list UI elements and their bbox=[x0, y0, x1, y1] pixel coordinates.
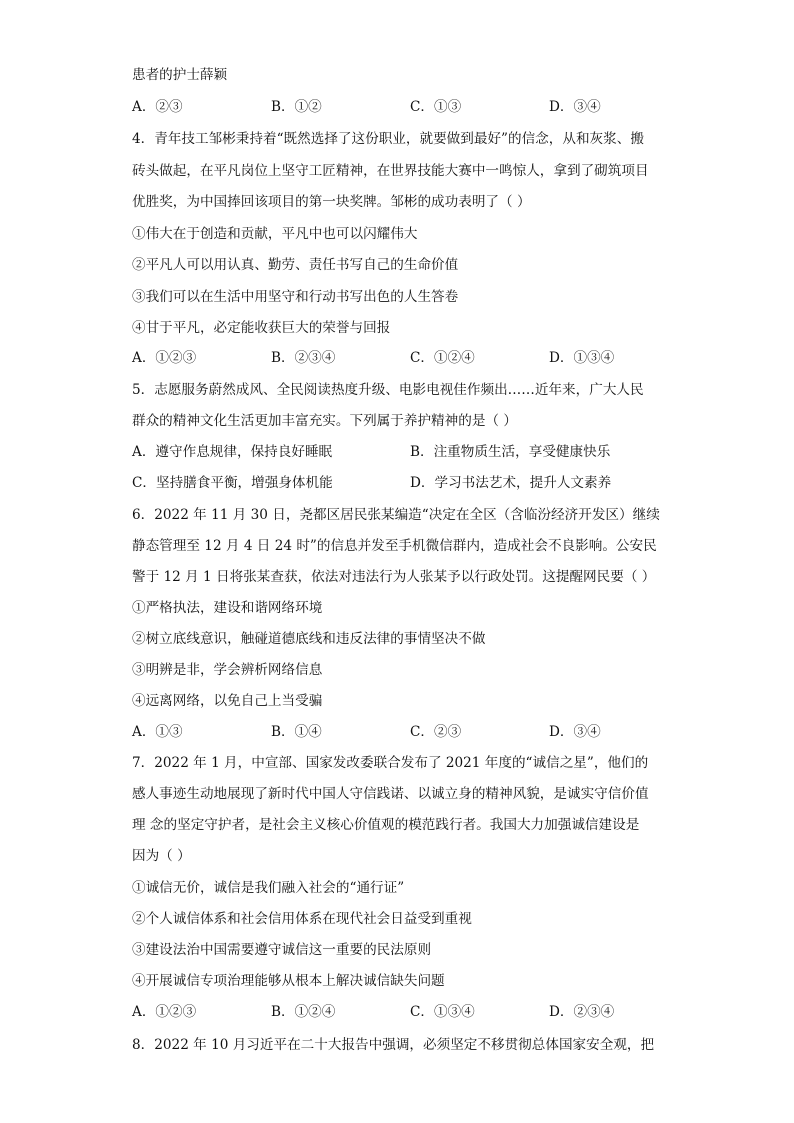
q7-item-1: ①诚信无价，诚信是我们融入社会的“通行证” bbox=[132, 880, 405, 896]
q7-option-d: D．②③④ bbox=[549, 1004, 615, 1020]
q5-option-b: B．注重物质生活，享受健康快乐 bbox=[410, 444, 611, 460]
q8-stem-line: 8．2022 年 10 月习近平在二十大报告中强调，必须坚定不移贯彻总体国家安全观，把 bbox=[132, 1037, 655, 1053]
q4-stem-line: 4．青年技工邹彬秉持着“既然选择了这份职业，就要做到最好”的信念，从和灰浆、搬 bbox=[132, 131, 644, 147]
q6-item-4: ④远离网络，以免自己上当受骗 bbox=[132, 693, 323, 709]
q7-option-a: A．①②③ bbox=[132, 1004, 197, 1020]
q7-option-c: C．①③④ bbox=[410, 1004, 475, 1020]
q6-item-3: ③明辨是非，学会辨析网络信息 bbox=[132, 662, 323, 678]
q7-item-4: ④开展诚信专项治理能够从根本上解决诚信缺失问题 bbox=[132, 973, 445, 989]
q6-option-c: C．②③ bbox=[410, 724, 462, 740]
q6-stem-line: 6．2022 年 11 月 30 日，尧都区居民张某编造“决定在全区（含临汾经济开发区）继续 bbox=[132, 507, 660, 523]
q3-tail-text: 患者的护士薛颖 bbox=[132, 67, 228, 83]
q5-option-a: A．遵守作息规律，保持良好睡眠 bbox=[132, 444, 333, 460]
q7-stem-line: 7．2022 年 1 月，中宣部、国家发改委联合发布了 2021 年度的“诚信之星”，他们的 bbox=[132, 755, 649, 771]
q5-stem-line: 群众的精神文化生活更加丰富充实。下列属于养护精神的是（ ） bbox=[132, 413, 517, 429]
q7-option-b: B．①②④ bbox=[271, 1004, 336, 1020]
q4-item-1: ①伟大在于创造和贡献，平凡中也可以闪耀伟大 bbox=[132, 226, 418, 242]
q6-item-2: ②树立底线意识，触碰道德底线和违反法律的事情坚决不做 bbox=[132, 631, 486, 647]
q6-stem-line: 静态管理至 12 月 4 日 24 时”的信息并发至手机微信群内，造成社会不良影响。公安民 bbox=[132, 538, 657, 554]
q4-item-2: ②平凡人可以用认真、勤劳、责任书写自己的生命价值 bbox=[132, 257, 459, 273]
q7-item-3: ③建设法治中国需要遵守诚信这一重要的民法原则 bbox=[132, 942, 432, 958]
q6-option-a: A．①③ bbox=[132, 724, 183, 740]
q5-option-d: D．学习书法艺术，提升人文素养 bbox=[410, 475, 612, 491]
q6-item-1: ①严格执法，建设和谐网络环境 bbox=[132, 600, 323, 616]
q4-item-3: ③我们可以在生活中用坚守和行动书写出色的人生答卷 bbox=[132, 289, 459, 305]
q4-option-c: C．①②④ bbox=[410, 350, 475, 366]
q6-stem-line: 警于 12 月 1 日将张某查获，依法对违法行为人张某予以行政处罚。这提醒网民要（ ） bbox=[132, 569, 656, 585]
q7-stem-line: 理 念的坚定守护者，是社会主义核心价值观的模范践行者。我国大力加强诚信建设是 bbox=[132, 817, 640, 833]
q6-option-d: D．③④ bbox=[549, 724, 601, 740]
q4-stem-line: 砖头做起，在平凡岗位上坚守工匠精神，在世界技能大赛中一鸣惊人，拿到了砌筑项目 bbox=[132, 163, 649, 179]
q3-option-b: B．①② bbox=[271, 99, 322, 115]
q3-option-c: C．①③ bbox=[410, 99, 462, 115]
q5-stem-line: 5．志愿服务蔚然成风、全民阅读热度升级、电影电视佳作频出……近年来，广大人民 bbox=[132, 382, 644, 398]
q6-option-b: B．①④ bbox=[271, 724, 322, 740]
q7-item-2: ②个人诚信体系和社会信用体系在现代社会日益受到重视 bbox=[132, 911, 472, 927]
q4-item-4: ④甘于平凡，必定能收获巨大的荣誉与回报 bbox=[132, 320, 391, 336]
q3-option-a: A．②③ bbox=[132, 99, 183, 115]
q4-option-b: B．②③④ bbox=[271, 350, 336, 366]
q4-option-d: D．①③④ bbox=[549, 350, 615, 366]
q5-option-c: C．坚持膳食平衡，增强身体机能 bbox=[132, 475, 333, 491]
q7-stem-line: 感人事迹生动地展现了新时代中国人守信践诺、以诚立身的精神风貌，是诚实守信价值 bbox=[132, 786, 649, 802]
q7-stem-line: 因为（ ） bbox=[132, 848, 191, 864]
q3-option-d: D．③④ bbox=[549, 99, 601, 115]
q4-option-a: A．①②③ bbox=[132, 350, 197, 366]
q4-stem-line: 优胜奖，为中国捧回该项目的第一块奖牌。邹彬的成功表明了（ ） bbox=[132, 194, 531, 210]
